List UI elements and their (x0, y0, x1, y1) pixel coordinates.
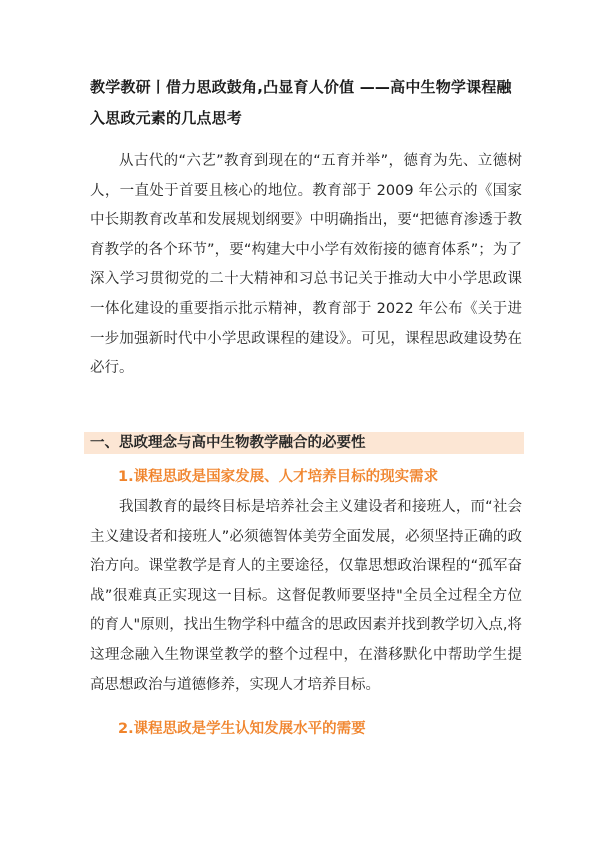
subsection-1-heading: 1.课程思政是国家发展、人才培养目标的现实需求 (118, 469, 439, 485)
section-1-heading: 一、思政理念与高中生物教学融合的必要性 (84, 432, 524, 454)
subsection-1-paragraph: 我国教育的最终目标是培养社会主义建设者和接班人，而“社会主义建设者和接班人”必须德智体美劳全面发展，必须坚持正确的政治方向。课堂教学是育人的主要途径，仅靠思想政治课程的“孤军奋战”很难真正实现这一目标。这督促教师要坚持"全员全过程全方位的育人"原则，找出生物学科中蕴含的思政因素并找到教学切入点,将这理念融入生物课堂教学的整个过程中，在潜移默化中帮助学生提高思想政治与道德修养，实现人才培养目标。 (90, 499, 522, 693)
subsection-2-heading: 2.课程思政是学生认知发展水平的需要 (118, 721, 366, 737)
article-title: 教学教研丨借力思政鼓角,凸显育人价值 ——高中生物学课程融入思政元素的几点思考 (90, 78, 512, 127)
intro-paragraph: 从古代的“六艺”教育到现在的“五育并举”，德育为先、立德树人，一直处于首要且核心的地位。教育部于 2009 年公示的《国家中长期教育改革和发展规划纲要》中明确指出，要“把德育渗透于教育教学的各个环节”，要“构建大中小学有效衔接的德育体系”；为了深入学习贯彻党的二十大精神和习总书记关于推动大中小学思政课一体化建设的重要指示批示精神，教育部于 2022 年公布《关于进一步加强新时代中小学思政课程的建设》。可见，课程思政建设势在必行。 (90, 153, 522, 377)
